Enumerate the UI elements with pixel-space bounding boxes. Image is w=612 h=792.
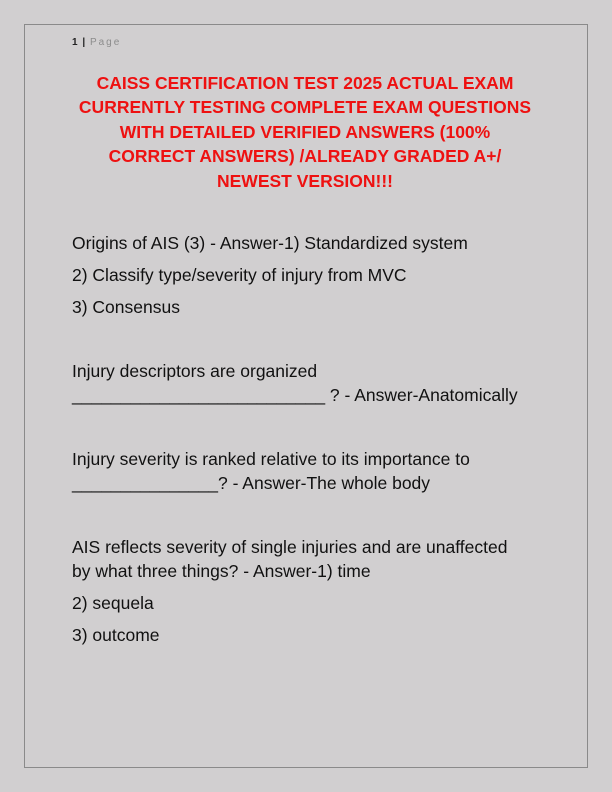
qa-line: 3) Consensus: [72, 297, 180, 317]
qa-line: AIS reflects severity of single injuries and are unaffected: [72, 537, 508, 557]
qa-item-origins: [72, 231, 542, 319]
qa-item-severity: [72, 447, 542, 495]
qa-line: Injury descriptors are organized: [72, 361, 318, 381]
page-header: [72, 36, 121, 50]
qa-line: Origins of AIS (3) - Answer-1) Standardized system: [72, 233, 468, 253]
document-title: [60, 71, 550, 193]
title-line: NEWEST VERSION!!!: [217, 170, 393, 191]
qa-line: 2) Classify type/severity of injury from MVC: [72, 265, 407, 285]
title-line: CORRECT ANSWERS) /ALREADY GRADED A+/: [108, 146, 502, 167]
title-line: CAISS CERTIFICATION TEST 2025 ACTUAL EXAM: [96, 73, 514, 93]
qa-line: Injury severity is ranked relative to its importance to: [72, 449, 470, 469]
qa-item-descriptors: [72, 359, 542, 407]
title-line: WITH DETAILED VERIFIED ANSWERS (100%: [119, 121, 491, 142]
page-label: Page: [89, 37, 122, 48]
qa-line: by what three things? - Answer-1) time: [72, 561, 371, 581]
qa-line: 2) sequela: [72, 593, 154, 613]
qa-line: _______________? - Answer-The whole body: [72, 473, 431, 493]
title-line: CURRENTLY TESTING COMPLETE EXAM QUESTIONS: [78, 97, 532, 118]
page-number: 1: [72, 37, 78, 48]
qa-line: 3) outcome: [72, 625, 160, 645]
qa-item-ais-reflects: [72, 535, 542, 647]
qa-line: __________________________ ? - Answer-Anatomically: [72, 385, 518, 405]
page-separator: |: [82, 37, 86, 48]
